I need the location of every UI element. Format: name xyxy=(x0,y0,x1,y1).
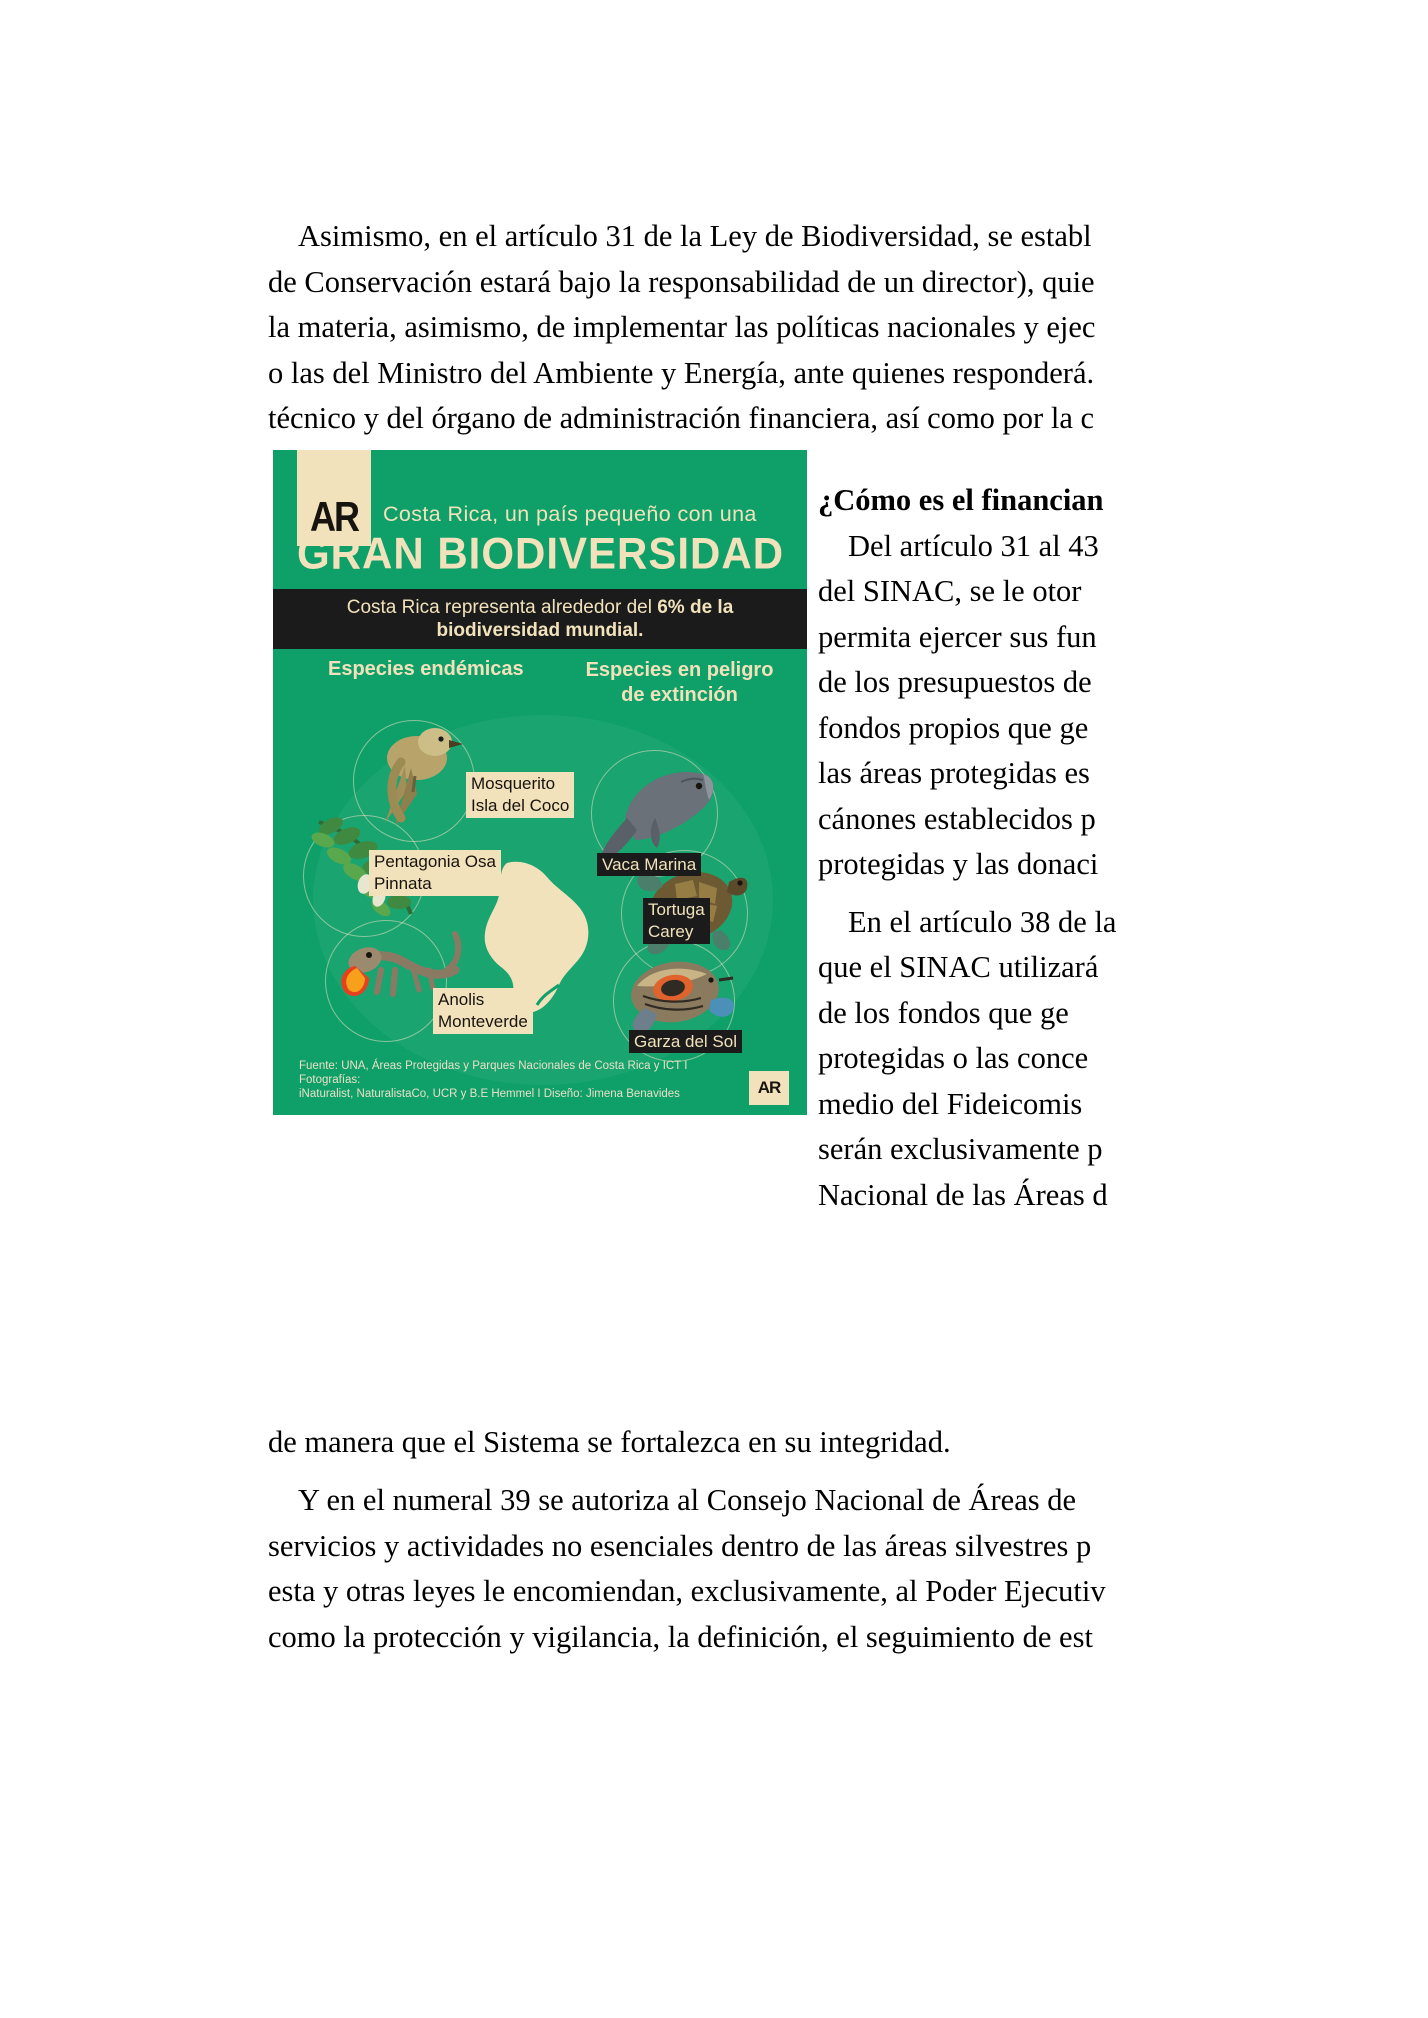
section-heading-endemic: Especies endémicas xyxy=(328,658,524,680)
paragraph-1-line-1: Asimismo, en el artículo 31 de la Ley de Biodiversidad, se establ xyxy=(298,219,1092,253)
right-p1-line-4: de los presupuestos de xyxy=(818,665,1092,699)
right-p1-line-3: permita ejercer sus fun xyxy=(818,619,1097,654)
right-p1-line-7: cánones establecidos p xyxy=(818,801,1096,836)
ar-logo-text: AR xyxy=(310,493,358,541)
ar-footer-logo-icon xyxy=(749,1071,789,1105)
label-mosquerito-line-1: Mosquerito xyxy=(471,774,556,793)
statistic-banner-line-1 xyxy=(347,596,734,619)
right-p1-line-8: protegidas y las donaci xyxy=(818,847,1099,881)
label-pentagonia-line-2: Pinnata xyxy=(374,874,432,893)
paragraph-last-line-4: como la protección y vigilancia, la definición, el seguimiento de est xyxy=(268,1619,1093,1654)
paragraph-1-line-4: o las del Ministro del Ambiente y Energía, ante quienes responderá. xyxy=(268,355,1095,390)
paragraph-last-line-2: servicios y actividades no esenciales dentro de las áreas silvestres p xyxy=(268,1528,1092,1563)
right-column-gap xyxy=(818,888,1428,900)
banner-text-normal: Costa Rica representa alrededor del xyxy=(346,597,658,618)
paragraph-last xyxy=(268,1478,1428,1660)
label-anolis-line-1: Anolis xyxy=(438,990,485,1009)
paragraph-after-image xyxy=(268,1420,1428,1466)
right-p2-line-5: medio del Fideicomis xyxy=(818,1086,1083,1121)
section-heading-financiamiento: ¿Cómo es el financian xyxy=(818,483,1104,517)
infographic-header xyxy=(273,450,807,579)
paragraph-last-line-1: Y en el numeral 39 se autoriza al Consejo Nacional de Áreas de xyxy=(298,1483,1077,1517)
label-tortuga-carey xyxy=(643,898,710,944)
statistic-banner-line-2: biodiversidad mundial. xyxy=(436,620,644,641)
paragraph-1-line-5: técnico y del órgano de administración financiera, así como por la c xyxy=(268,401,1095,435)
after-image-line: de manera que el Sistema se fortalezca en su integridad. xyxy=(268,1425,951,1459)
infographic-tagline: Costa Rica, un país pequeño con una xyxy=(383,502,757,526)
right-p2-line-3: de los fondos que ge xyxy=(818,995,1069,1030)
label-vaca-marina: Vaca Marina xyxy=(597,853,701,876)
infographic-title: GRAN BIODIVERSIDAD xyxy=(297,528,785,579)
section-heading-endangered xyxy=(572,658,787,708)
right-p2-line-2: que el SINAC utilizará xyxy=(818,950,1099,984)
right-p2-line-6: serán exclusivamente p xyxy=(818,1132,1103,1166)
infographic-credits xyxy=(299,1059,699,1101)
credits-line-1: Fuente: UNA, Áreas Protegidas y Parques Nacionales de Costa Rica y ICT I Fotografías: xyxy=(299,1060,688,1086)
right-column-text xyxy=(818,478,1428,1218)
right-p2-line-1: En el artículo 38 de la xyxy=(848,904,1117,939)
section-heading-endangered-line-2: de extinción xyxy=(621,684,738,706)
credits-line-2: iNaturalist, NaturalistaCo, UCR y B.E Hemmel I Diseño: Jimena Benavides xyxy=(299,1088,680,1100)
label-anolis-line-2: Monteverde xyxy=(438,1012,528,1031)
paragraph-1-line-2: de Conservación estará bajo la responsabilidad de un director), quie xyxy=(268,264,1095,299)
banner-text-bold: 6% de la xyxy=(657,597,734,618)
paragraph-1 xyxy=(268,214,1428,442)
biodiversity-infographic xyxy=(273,450,807,1115)
label-tortuga-line-1: Tortuga xyxy=(648,900,705,919)
paragraph-last-line-3: esta y otras leyes le encomiendan, exclusivamente, al Poder Ejecutiv xyxy=(268,1574,1106,1608)
label-tortuga-line-2: Carey xyxy=(648,922,694,941)
right-p1-line-5: fondos propios que ge xyxy=(818,710,1089,745)
label-pentagonia-line-1: Pentagonia Osa xyxy=(374,852,496,871)
right-p2-line-4: protegidas o las conce xyxy=(818,1041,1089,1075)
paragraph-1-line-3: la materia, asimismo, de implementar las políticas nacionales y ejec xyxy=(268,310,1096,344)
right-p1-line-2: del SINAC, se le otor xyxy=(818,574,1082,608)
label-mosquerito-line-2: Isla del Coco xyxy=(471,796,570,815)
section-heading-endangered-line-1: Especies en peligro xyxy=(585,659,774,681)
right-p1-line-6: las áreas protegidas es xyxy=(818,756,1090,790)
label-garza-del-sol: Garza del Sol xyxy=(629,1030,742,1053)
label-pentagonia xyxy=(369,850,501,896)
ar-footer-logo-text: AR xyxy=(757,1078,781,1097)
label-anolis xyxy=(433,988,533,1034)
label-mosquerito xyxy=(466,772,574,818)
right-p2-line-7: Nacional de las Áreas d xyxy=(818,1177,1108,1212)
right-p1-line-1: Del artículo 31 al 43 xyxy=(848,528,1099,563)
statistic-banner xyxy=(273,589,807,649)
